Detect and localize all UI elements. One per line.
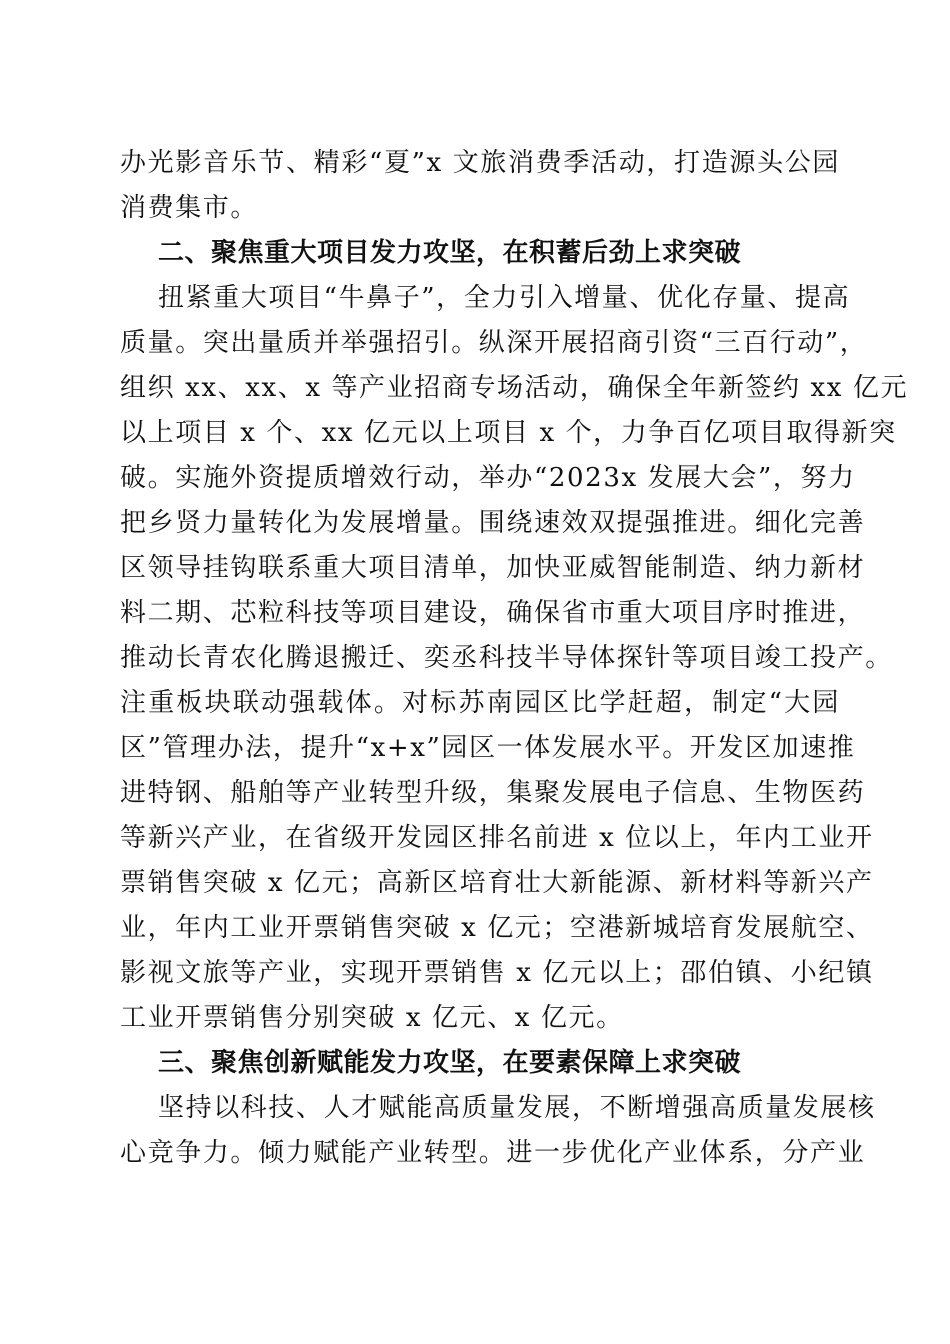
text-line: 组织 xx、xx、x 等产业招商专场活动，确保全年新签约 xx 亿元 bbox=[120, 373, 909, 403]
text-line: 注重板块联动强载体。对标苏南园区比学赶超，制定“大园 bbox=[120, 688, 840, 718]
text-line: 工业开票销售分别突破 x 亿元、x 亿元。 bbox=[120, 1003, 624, 1033]
text-line: 进特钢、船舶等产业转型升级，集聚发展电子信息、生物医药 bbox=[120, 778, 866, 808]
text-line: 把乡贤力量转化为发展增量。围绕速效双提强推进。细化完善 bbox=[120, 508, 866, 538]
section-heading-3: 三、聚焦创新赋能发力攻坚，在要素保障上求突破 bbox=[158, 1048, 742, 1078]
text-line: 影视文旅等产业，实现开票销售 x 亿元以上；邵伯镇、小纪镇 bbox=[120, 958, 874, 988]
text-line: 区领导挂钩联系重大项目清单，加快亚威智能制造、纳力新材 bbox=[120, 553, 866, 583]
text-line: 票销售突破 x 亿元；高新区培育壮大新能源、新材料等新兴产 bbox=[120, 868, 874, 898]
paragraph-first-line: 坚持以科技、人才赋能高质量发展，不断增强高质量发展核 bbox=[158, 1093, 876, 1123]
text-line: 破。实施外资提质增效行动，举办“2023x 发展大会”，努力 bbox=[120, 463, 856, 493]
text-line: 以上项目 x 个、xx 亿元以上项目 x 个，力争百亿项目取得新突 bbox=[120, 418, 897, 448]
text-line: 质量。突出量质并举强招引。纵深开展招商引资“三百行动”， bbox=[120, 328, 868, 358]
text-line: 推动长青农化腾退搬迁、奕丞科技半导体探针等项目竣工投产。 bbox=[120, 643, 893, 673]
text-line: 消费集市。 bbox=[120, 193, 259, 223]
text-line: 区”管理办法，提升“x+x”园区一体发展水平。开发区加速推 bbox=[120, 733, 856, 763]
text-line: 办光影音乐节、精彩“夏”x 文旅消费季活动，打造源头公园 bbox=[120, 148, 840, 178]
paragraph-first-line: 扭紧重大项目“牛鼻子”，全力引入增量、优化存量、提高 bbox=[158, 283, 851, 313]
text-line: 等新兴产业，在省级开发园区排名前进 x 位以上，年内工业开 bbox=[120, 823, 874, 853]
section-heading-2: 二、聚焦重大项目发力攻坚，在积蓄后劲上求突破 bbox=[158, 238, 742, 268]
text-line: 料二期、芯粒科技等项目建设，确保省市重大项目序时推进， bbox=[120, 598, 866, 628]
text-line: 心竞争力。倾力赋能产业转型。进一步优化产业体系，分产业 bbox=[120, 1138, 866, 1168]
text-line: 业，年内工业开票销售突破 x 亿元；空港新城培育发展航空、 bbox=[120, 913, 874, 943]
